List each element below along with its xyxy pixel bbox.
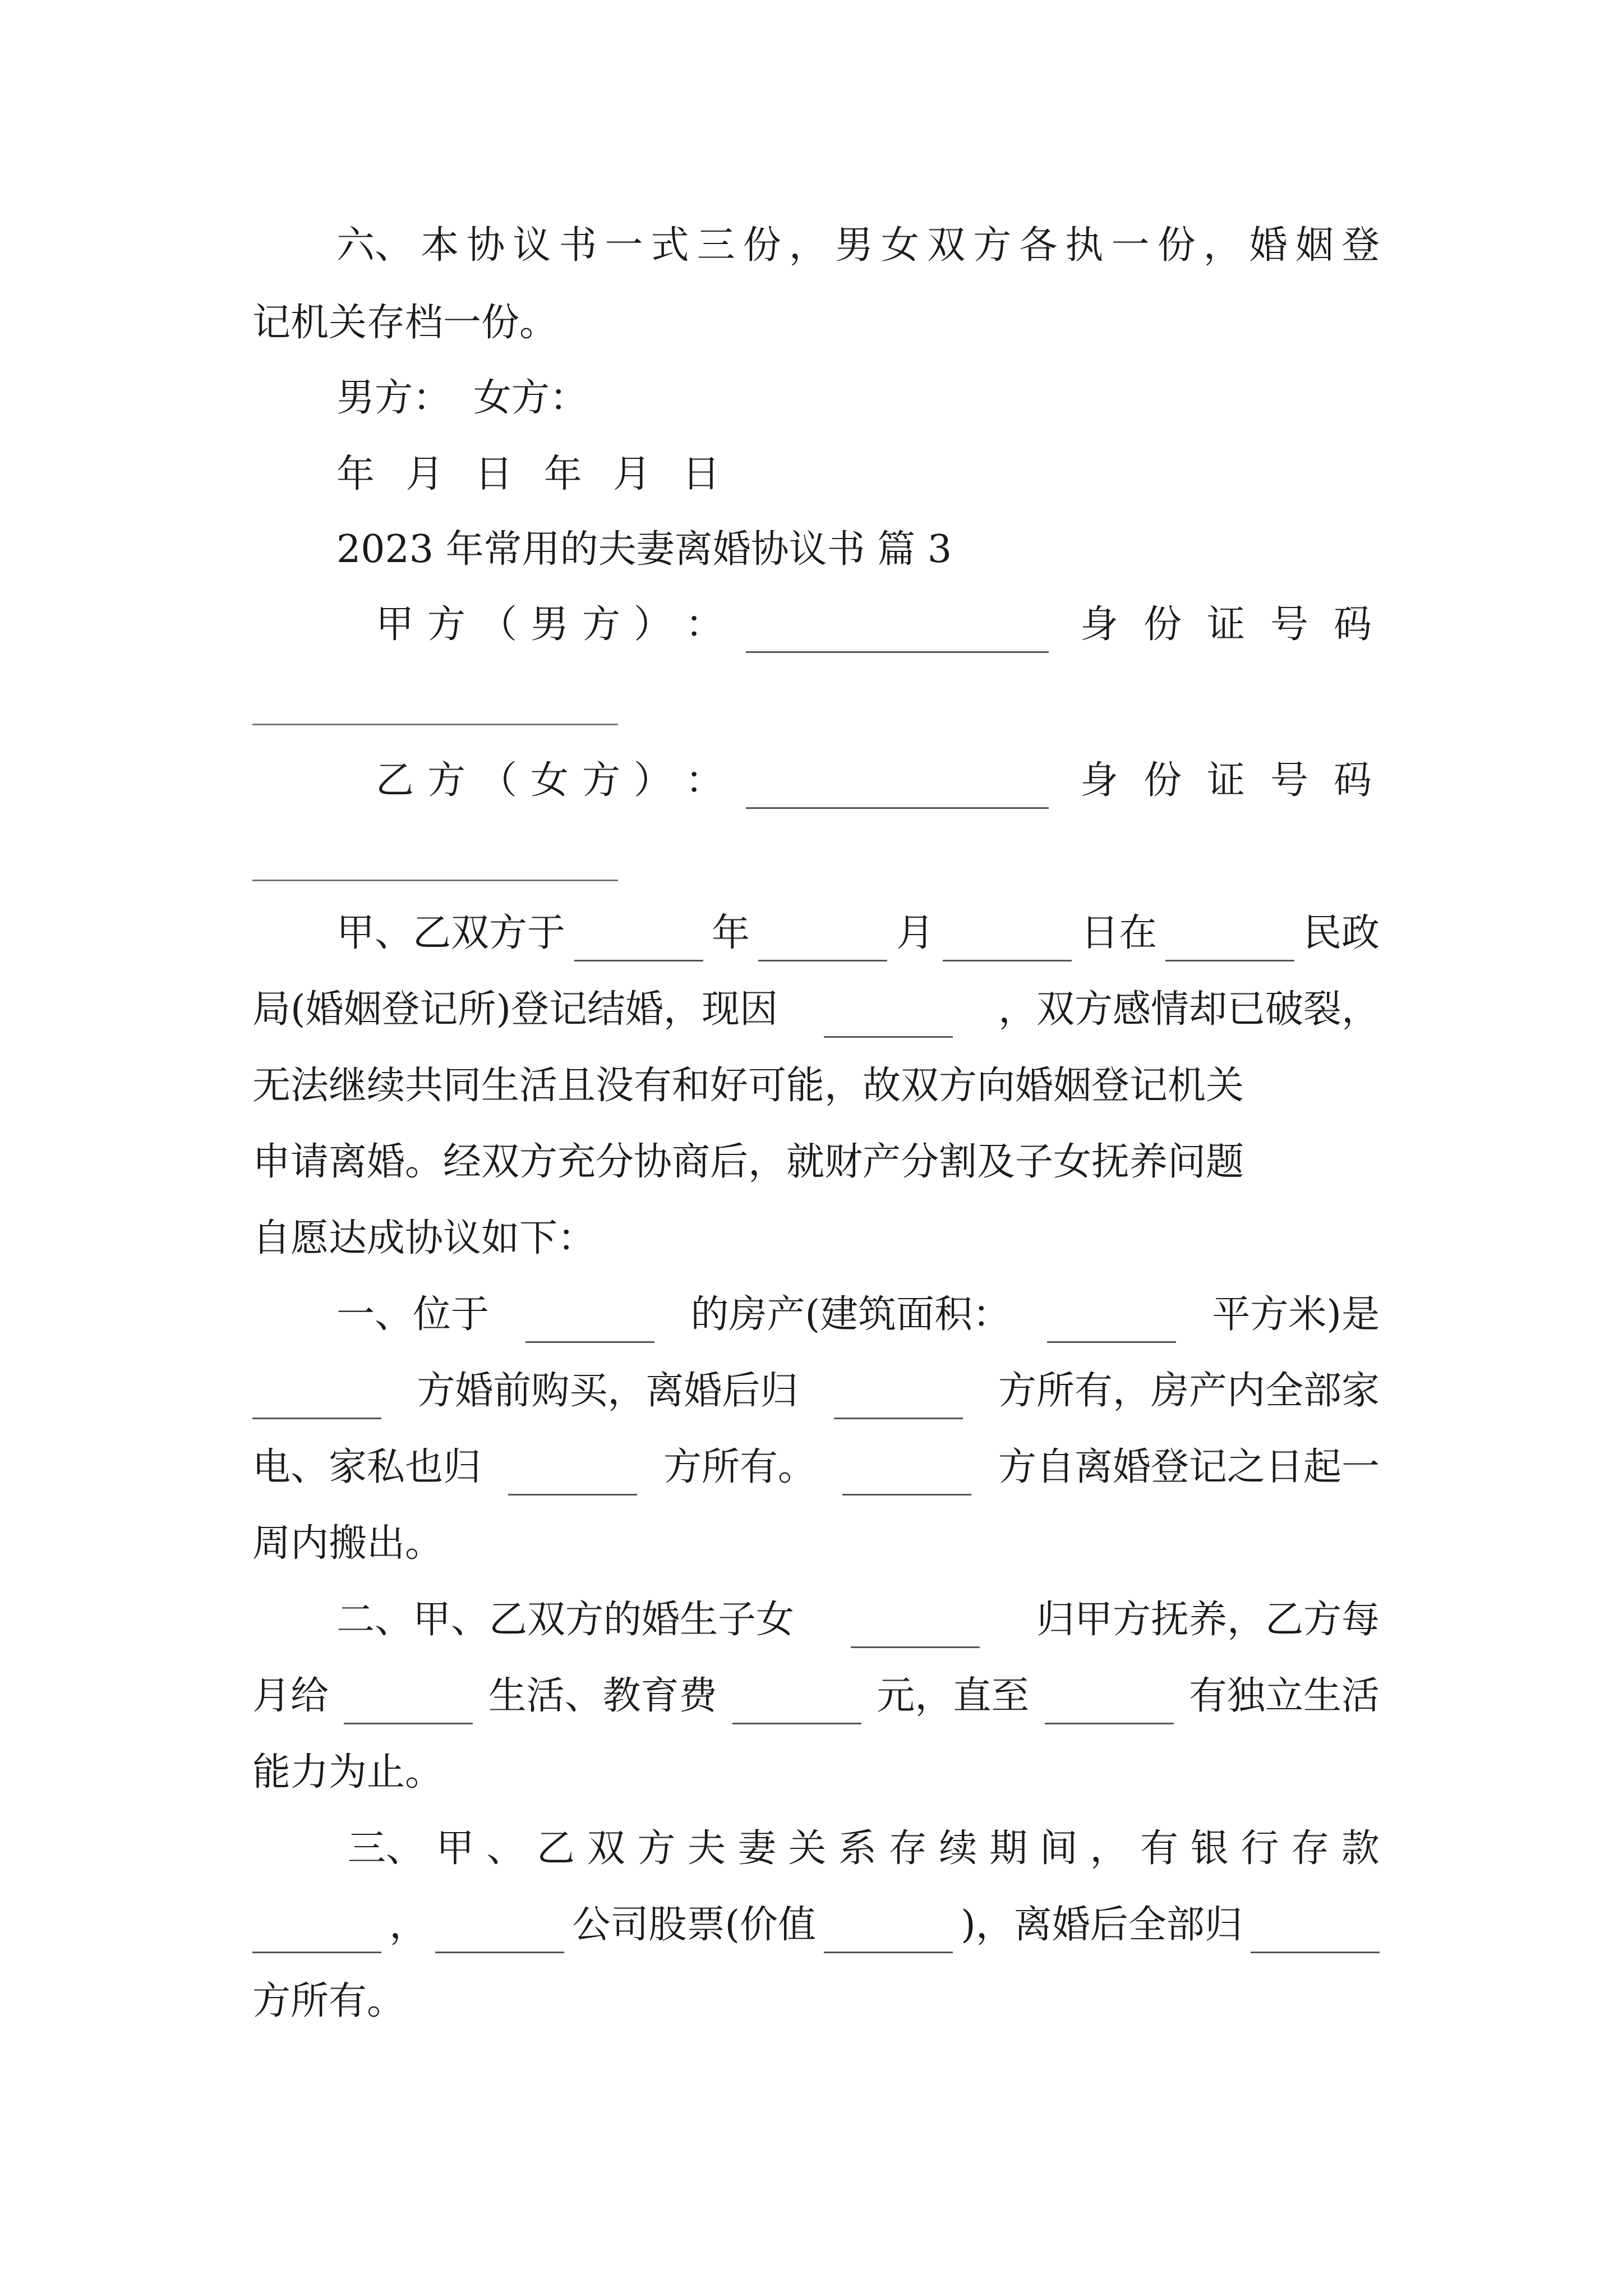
item3-char: 续 (939, 1826, 978, 1871)
item3-char: 款 (1341, 1826, 1380, 1871)
intro-line5: 自愿达成协议如下： (252, 1216, 596, 1260)
signature-labels (336, 370, 588, 426)
section6-char: 一 (605, 223, 643, 268)
party-b-label (376, 753, 723, 809)
item3-char: 乙 (537, 1826, 575, 1871)
party-b-label-char: ： (685, 758, 723, 803)
item3-char: 双 (587, 1826, 625, 1871)
section6-char: 女 (881, 223, 920, 268)
item3-char: 妻 (737, 1826, 776, 1871)
party-a-id-char: 身 (1080, 602, 1119, 647)
party-a-label (376, 597, 723, 653)
item1-line2: 方婚前购买，离婚后归 方所有，房产内全部家 (252, 1363, 1380, 1419)
item3-char: 甲 (436, 1826, 474, 1871)
party-b-label-char: ） (633, 758, 672, 803)
party-b-label-char: （ (478, 758, 517, 803)
intro-line4: 申请离婚。经双方充分协商后，就财产分割及子女抚养问题 (252, 1140, 1244, 1184)
item3-line3: 方所有。 (252, 1979, 405, 2023)
item2-line1: 二、甲、乙双方的婚生子女 归甲方抚养，乙方每 (336, 1592, 1380, 1648)
section6-char: 六、 (336, 223, 413, 268)
item3-char: 银 (1190, 1826, 1229, 1871)
party-a-label-char: 方 (582, 602, 620, 647)
item3-char: 、 (486, 1826, 525, 1871)
party-b-name-blank (746, 772, 1049, 809)
male-signature-label: 男方： (336, 376, 451, 420)
party-b-id-char: 号 (1270, 758, 1308, 803)
item3-line2: ， 公司股票(价值 )，离婚后全部归 (252, 1897, 1380, 1953)
party-a-label-char: 甲 (376, 602, 414, 647)
section6-char: 男 (834, 223, 873, 268)
item3-char: 存 (1291, 1826, 1330, 1871)
party-a-label-char: （ (478, 602, 517, 647)
item3-char: 有 (1140, 1826, 1179, 1871)
item2-line2: 月给 生活、教育费 元，直至 有独立生活 (252, 1668, 1380, 1724)
party-a-id-char: 号 (1270, 602, 1308, 647)
item3-char: 期 (989, 1826, 1028, 1871)
party-a-label-char: 方 (427, 602, 465, 647)
intro-line1: 甲、乙双方于 年 月 日在 民政 (336, 905, 1380, 961)
party-a-id-label (1080, 597, 1372, 653)
section6-char: ， (789, 223, 827, 268)
party-b-line (376, 753, 1380, 809)
item2-line3: 能力为止。 (252, 1750, 444, 1795)
section6-char: 各 (1019, 223, 1058, 268)
section6-char: 式 (651, 223, 689, 268)
section6-char: 一 (1111, 223, 1150, 268)
section6-char: 份 (743, 223, 781, 268)
item3-char: 行 (1241, 1826, 1279, 1871)
item3-char: 三、 (348, 1826, 425, 1871)
section6-char: 三 (697, 223, 735, 268)
section6-char: 方 (973, 223, 1012, 268)
signature-date-line: 年 月 日 年 月 日 (336, 452, 723, 496)
section6-char: 姻 (1295, 223, 1334, 268)
party-a-id-blank (252, 724, 618, 725)
intro-line3: 无法继续共同生活且没有和好可能，故双方向婚姻登记机关 (252, 1064, 1244, 1108)
section6-char: ， (1203, 223, 1242, 268)
section6-char: 书 (559, 223, 597, 268)
section6-char: 婚 (1249, 223, 1288, 268)
party-a-id-char: 份 (1143, 602, 1182, 647)
party-b-label-char: 女 (530, 758, 569, 803)
party-a-id-char: 码 (1333, 602, 1372, 647)
section6-char: 议 (513, 223, 551, 268)
section6-char: 本 (421, 223, 459, 268)
intro-line2: 局(婚姻登记所)登记结婚，现因 ，双方感情却已破裂， (252, 982, 1380, 1038)
party-a-label-char: 男 (530, 602, 569, 647)
agreement-heading: 2023 年常用的夫妻离婚协议书 篇 3 (336, 527, 952, 572)
party-b-id-char: 身 (1080, 758, 1119, 803)
item1-line4: 周内搬出。 (252, 1521, 444, 1566)
section6-char: 登 (1341, 223, 1380, 268)
item1-line3: 电、家私也归 方所有。 方自离婚登记之日起一 (252, 1439, 1380, 1496)
item1-line1: 一、位于 的房产(建筑面积： 平方米)是 (336, 1287, 1380, 1343)
item3-char: ， (1090, 1826, 1128, 1871)
party-a-label-char: ： (685, 602, 723, 647)
party-a-label-char: ） (633, 602, 672, 647)
party-b-id-char: 证 (1206, 758, 1245, 803)
item3-char: 方 (637, 1826, 676, 1871)
section6-char: 协 (467, 223, 505, 268)
female-signature-label: 女方： (473, 376, 588, 420)
party-b-label-char: 方 (427, 758, 465, 803)
item3-char: 存 (888, 1826, 927, 1871)
item3-line1 (348, 1821, 1380, 1877)
section6-char: 双 (927, 223, 966, 268)
party-b-id-label (1080, 753, 1372, 809)
party-a-id-char: 证 (1206, 602, 1245, 647)
party-b-id-blank (252, 880, 618, 881)
item3-char: 夫 (688, 1826, 726, 1871)
section6-line1 (336, 218, 1380, 274)
item3-char: 关 (788, 1826, 827, 1871)
party-b-id-char: 份 (1143, 758, 1182, 803)
party-a-name-blank (746, 616, 1049, 653)
party-b-label-char: 方 (582, 758, 620, 803)
party-b-label-char: 乙 (376, 758, 414, 803)
section6-char: 执 (1065, 223, 1104, 268)
section6-char: 份 (1157, 223, 1196, 268)
party-a-line (376, 597, 1380, 653)
party-b-id-char: 码 (1333, 758, 1372, 803)
section6-line2: 记机关存档一份。 (252, 301, 558, 345)
item3-char: 系 (838, 1826, 877, 1871)
item3-char: 间 (1039, 1826, 1078, 1871)
